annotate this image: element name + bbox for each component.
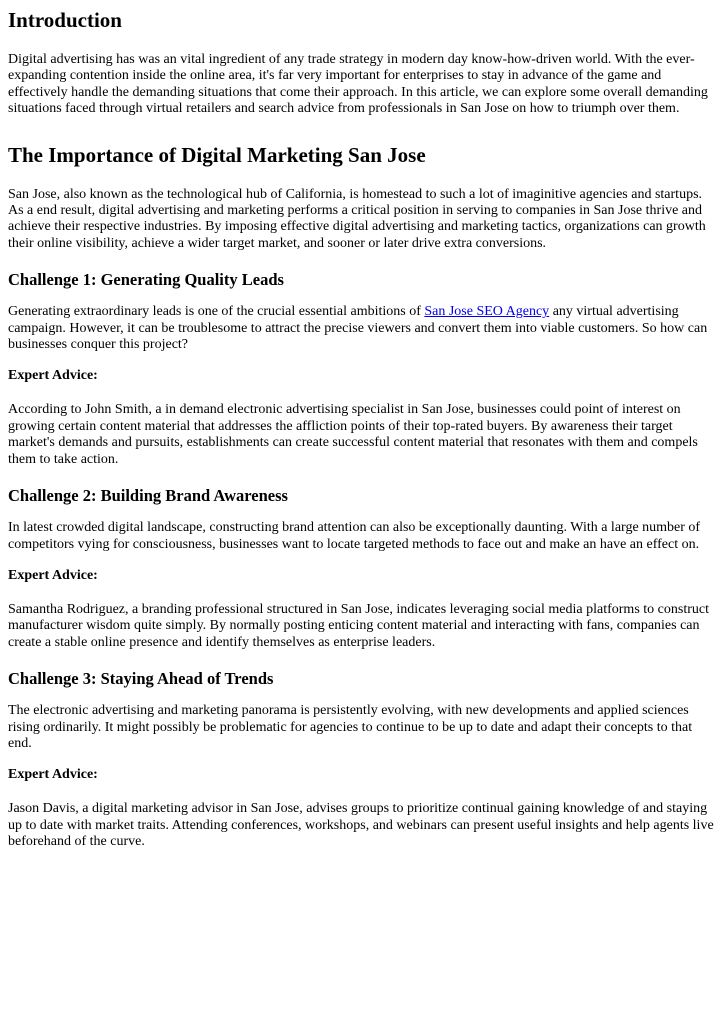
article (0, 6, 720, 851)
challenge1-text-after-link: any virtual advertising campaign. However, it can be troublesome to attract the precise viewers and convert them into viable customers. So how can businesses conquer this project? (8, 304, 708, 353)
challenge3-heading: Challenge 3: Staying Ahead of Trends (8, 669, 274, 689)
challenge1-paragraph (8, 304, 714, 353)
challenge1-text-before-link: Generating extraordinary leads is one of the crucial essential ambitions of (8, 304, 425, 320)
challenge1-advice-heading: Expert Advice: (8, 368, 98, 384)
challenge1-heading: Challenge 1: Generating Quality Leads (8, 270, 284, 290)
san-jose-seo-agency-link[interactable]: San Jose SEO Agency (424, 304, 550, 320)
challenge2-paragraph: In latest crowded digital landscape, constructing brand attention can also be exceptionally daunting. With a large number of competitors vying for consciousness, businesses want to locate targeted methods to face out and make an have an effect on. (8, 520, 701, 552)
challenge3-advice: Jason Davis, a digital marketing advisor in San Jose, advises groups to prioritize continual gaining knowledge of and staying up to date with market traits. Attending conferences, workshops, and webinars can present useful insights and help agents live beforehand of the curve. (8, 801, 714, 850)
challenge2-heading: Challenge 2: Building Brand Awareness (8, 486, 288, 506)
challenge2-advice: Samantha Rodriguez, a branding professional structured in San Jose, indicates leveraging social media platforms to construct manufacturer wisdom quite simply. By normally posting enticing content material and interacting with fans, companies can create a stable online presence and identify themselves as enterprise leaders. (8, 601, 709, 650)
challenge1-advice: According to John Smith, a in demand electronic advertising specialist in San Jose, businesses could point of interest on growing certain content material that addresses the affliction points of their top-rated buyers. By awareness their target market's demands and pursuits, establishments can create successful content material that resonates with them and compels them to take action. (8, 402, 698, 467)
intro-heading: Introduction (8, 8, 122, 32)
challenge3-advice-heading: Expert Advice: (8, 767, 98, 783)
importance-paragraph: San Jose, also known as the technological hub of California, is homestead to such a lot of imaginitive agencies and startups. As a end result, digital advertising and marketing performs a critical position in serving to companies in San Jose thrive and achieve their respective industries. By imposing effective digital advertising and marketing tactics, organizations can growth their online visibility, achieve a wider target market, and sooner or later drive extra conversions. (8, 186, 706, 251)
importance-heading: The Importance of Digital Marketing San Jose (8, 142, 426, 167)
challenge3-paragraph: The electronic advertising and marketing panorama is persistently evolving, with new developments and applied sciences rising ordinarily. It might possibly be problematic for agencies to continue to be up to date and adapt their concepts to that end. (8, 703, 693, 751)
intro-paragraph: Digital advertising has was an vital ingredient of any trade strategy in modern day know-how-driven world. With the ever-expanding contention inside the online area, it's far very important for enterprises to stay in advance of the game and effectively handle the demanding situations that come their approach. In this article, we can explore some overall demanding situations faced through virtual retailers and search advice from professionals in San Jose on how to triumph over them. (8, 52, 708, 117)
challenge2-advice-heading: Expert Advice: (8, 567, 98, 583)
